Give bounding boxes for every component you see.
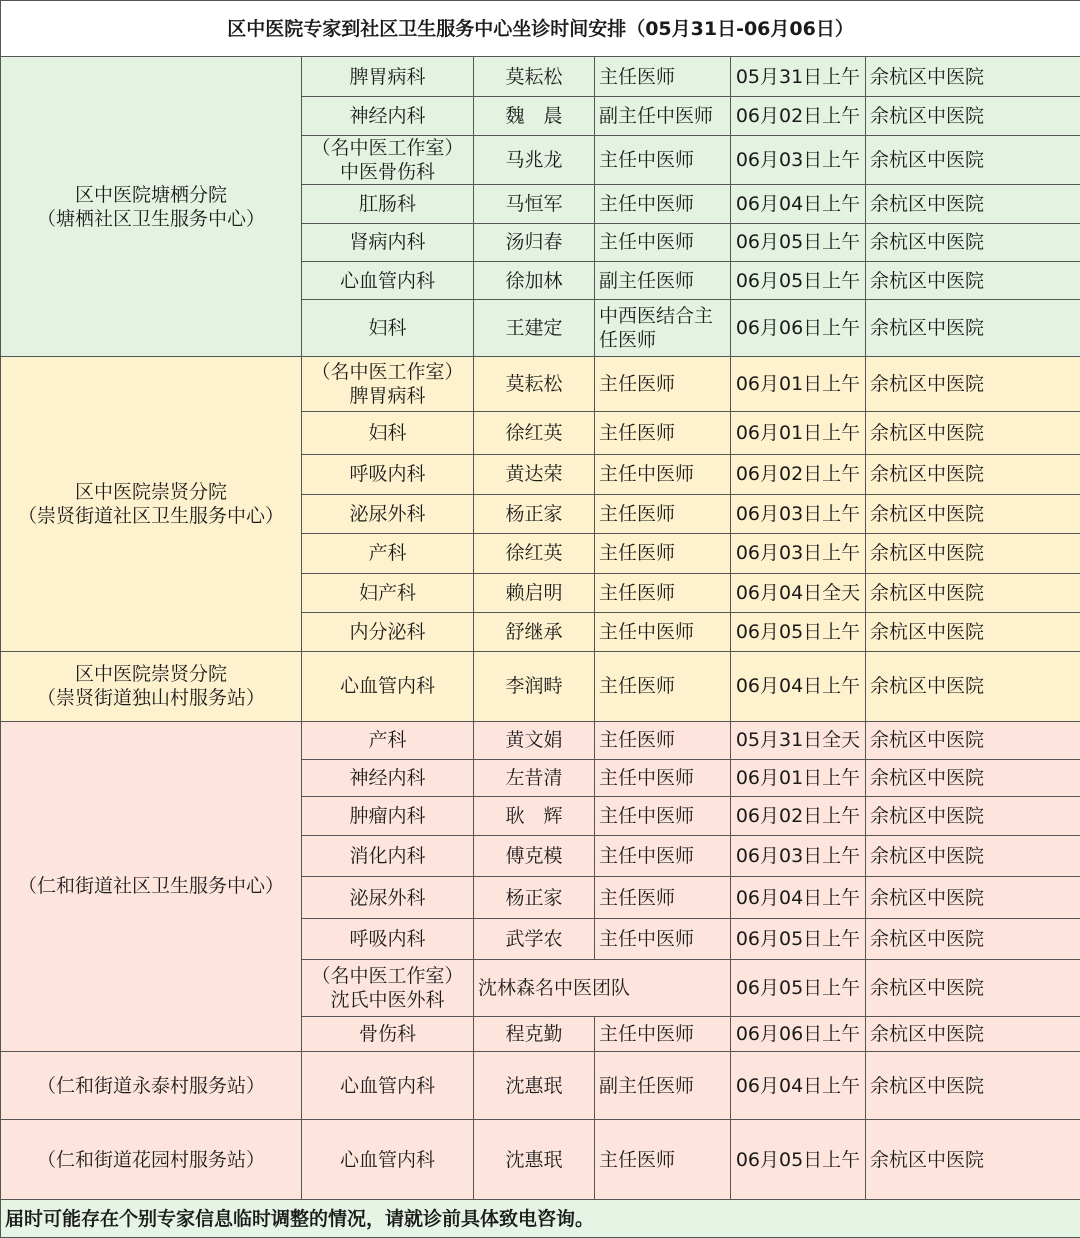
time-cell: 06月04日上午 [731,876,866,918]
hospital-cell: 余杭区中医院 [866,412,1080,454]
department-cell [302,759,474,796]
hospital-cell: 余杭区中医院 [866,876,1080,918]
text-line: （仁和街道花园村服务站） [36,1148,265,1171]
department-cell [302,185,474,223]
doctor-cell: 马恒军 [474,185,595,223]
text-line: 产科 [368,542,407,565]
text-line: 肿瘤内科 [349,804,426,827]
time-cell: 06月05日上午 [731,959,866,1016]
department-cell [302,136,474,185]
time-cell: 06月05日上午 [731,919,866,959]
department-cell [302,534,474,573]
doctor-cell: 沈惠珉 [474,1119,595,1200]
hospital-cell: 余杭区中医院 [866,356,1080,411]
hospital-cell: 余杭区中医院 [866,136,1080,185]
doctor-cell: 王建定 [474,300,595,356]
title-cell: 主任中医师 [595,454,731,494]
page-title: 区中医院专家到社区卫生服务中心坐诊时间安排（05月31日-06月06日） [1,1,1080,57]
doctor-cell: 沈惠珉 [474,1052,595,1120]
department-cell [302,1017,474,1052]
table-row [1,57,1080,96]
hospital-cell: 余杭区中医院 [866,1017,1080,1052]
time-cell: 06月04日上午 [731,652,866,722]
department-cell [302,959,474,1016]
text-line: 产科 [368,729,407,752]
doctor-cell: 黄达荣 [474,454,595,494]
department-cell [302,262,474,300]
doctor-cell: 傅克模 [474,835,595,876]
department-cell [302,494,474,533]
department-cell [302,876,474,918]
location-cell [1,356,302,651]
hospital-cell: 余杭区中医院 [866,652,1080,722]
text-line: 肛肠科 [358,193,416,216]
location-cell [1,721,302,1052]
location-cell [1,1052,302,1120]
department-cell [302,612,474,651]
hospital-cell: 余杭区中医院 [866,96,1080,135]
footer-note: 届时可能存在个别专家信息临时调整的情况，请就诊前具体致电咨询。 [1,1200,1080,1238]
text-line: （名中医工作室） [311,137,464,160]
doctor-cell: 徐加林 [474,262,595,300]
location-cell [1,1119,302,1200]
hospital-cell: 余杭区中医院 [866,1119,1080,1200]
time-cell: 06月04日全天 [731,573,866,612]
time-cell: 06月04日上午 [731,185,866,223]
department-cell [302,57,474,96]
title-cell: 副主任中医师 [595,96,731,135]
title-cell: 主任医师 [595,356,731,411]
hospital-cell: 余杭区中医院 [866,1052,1080,1120]
doctor-cell: 魏 晨 [474,96,595,135]
title-cell: 主任医师 [595,573,731,612]
hospital-cell: 余杭区中医院 [866,223,1080,261]
hospital-cell: 余杭区中医院 [866,57,1080,96]
table-row [1,652,1080,722]
text-line: （名中医工作室） [311,964,464,987]
department-cell [302,721,474,759]
doctor-cell: 杨正家 [474,494,595,533]
hospital-cell: 余杭区中医院 [866,300,1080,356]
text-line: 脾胃病科 [349,385,426,408]
hospital-cell: 余杭区中医院 [866,494,1080,533]
text-line: 神经内科 [349,104,426,127]
doctor-cell: 黄文娟 [474,721,595,759]
hospital-cell: 余杭区中医院 [866,534,1080,573]
doctor-cell: 左昔清 [474,759,595,796]
time-cell: 06月01日上午 [731,412,866,454]
title-cell: 主任医师 [595,412,731,454]
doctor-cell: 莫耘松 [474,356,595,411]
time-cell: 06月02日上午 [731,454,866,494]
department-cell [302,1119,474,1200]
title-cell: 主任医师 [595,534,731,573]
text-line: 区中医院崇贤分院 [74,480,227,503]
department-cell [302,652,474,722]
department-cell [302,300,474,356]
team-cell: 沈林森名中医团队 [474,959,731,1016]
doctor-cell: 莫耘松 [474,57,595,96]
department-cell [302,919,474,959]
time-cell: 06月02日上午 [731,797,866,835]
text-line: 内分泌科 [349,620,426,643]
time-cell: 06月02日上午 [731,96,866,135]
title-cell: 主任医师 [595,1119,731,1200]
department-cell [302,797,474,835]
doctor-cell: 马兆龙 [474,136,595,185]
title-cell: 中西医结合主任医师 [595,300,731,356]
time-cell: 06月05日上午 [731,223,866,261]
table-row [1,1052,1080,1120]
department-cell [302,573,474,612]
text-line: （塘栖社区卫生服务中心） [36,207,265,230]
table-row [1,721,1080,759]
title-cell: 主任中医师 [595,185,731,223]
hospital-cell: 余杭区中医院 [866,573,1080,612]
text-line: （名中医工作室） [311,361,464,384]
location-cell [1,652,302,722]
doctor-cell: 耿 辉 [474,797,595,835]
text-line: 泌尿外科 [349,503,426,526]
doctor-cell: 赖启明 [474,573,595,612]
text-line: 妇产科 [358,581,416,604]
title-cell: 副主任医师 [595,1052,731,1120]
text-line: 区中医院崇贤分院 [74,663,227,686]
text-line: 呼吸内科 [349,927,426,950]
time-cell: 06月06日上午 [731,300,866,356]
department-cell [302,835,474,876]
department-cell [302,454,474,494]
doctor-cell: 徐红英 [474,534,595,573]
time-cell: 06月04日上午 [731,1052,866,1120]
department-cell [302,356,474,411]
text-line: 心血管内科 [339,1148,435,1171]
text-line: 泌尿外科 [349,886,426,909]
hospital-cell: 余杭区中医院 [866,759,1080,796]
time-cell: 06月01日上午 [731,759,866,796]
doctor-cell: 李润畤 [474,652,595,722]
doctor-cell: 徐红英 [474,412,595,454]
title-cell: 主任中医师 [595,1017,731,1052]
text-line: （仁和街道永泰村服务站） [36,1074,265,1097]
table-row [1,1119,1080,1200]
time-cell: 06月05日上午 [731,262,866,300]
time-cell: 05月31日全天 [731,721,866,759]
title-cell: 主任医师 [595,494,731,533]
text-line: 肾病内科 [349,231,426,254]
hospital-cell: 余杭区中医院 [866,797,1080,835]
text-line: 区中医院塘栖分院 [74,183,227,206]
time-cell: 05月31日上午 [731,57,866,96]
department-cell [302,223,474,261]
text-line: 心血管内科 [339,1074,435,1097]
title-cell: 主任医师 [595,721,731,759]
hospital-cell: 余杭区中医院 [866,835,1080,876]
title-cell: 主任中医师 [595,919,731,959]
time-cell: 06月03日上午 [731,534,866,573]
hospital-cell: 余杭区中医院 [866,721,1080,759]
table-row [1,356,1080,411]
hospital-cell: 余杭区中医院 [866,919,1080,959]
doctor-cell: 武学农 [474,919,595,959]
text-line: 心血管内科 [339,675,435,698]
location-cell [1,57,302,356]
time-cell: 06月06日上午 [731,1017,866,1052]
time-cell: 06月03日上午 [731,835,866,876]
title-cell: 主任医师 [595,652,731,722]
doctor-cell: 程克勤 [474,1017,595,1052]
text-line: 骨伤科 [358,1023,416,1046]
text-line: 中医骨伤科 [339,161,435,184]
title-cell: 主任中医师 [595,612,731,651]
text-line: 心血管内科 [339,269,435,292]
text-line: 神经内科 [349,767,426,790]
time-cell: 06月05日上午 [731,612,866,651]
time-cell: 06月03日上午 [731,136,866,185]
title-cell: 主任中医师 [595,223,731,261]
doctor-cell: 汤归春 [474,223,595,261]
hospital-cell: 余杭区中医院 [866,454,1080,494]
doctor-cell: 杨正家 [474,876,595,918]
text-line: 妇科 [368,317,407,340]
department-cell [302,1052,474,1120]
text-line: 呼吸内科 [349,463,426,486]
hospital-cell: 余杭区中医院 [866,262,1080,300]
title-cell: 主任医师 [595,876,731,918]
text-line: 沈氏中医外科 [330,988,445,1011]
time-cell: 06月03日上午 [731,494,866,533]
hospital-cell: 余杭区中医院 [866,185,1080,223]
title-cell: 主任中医师 [595,835,731,876]
text-line: 消化内科 [349,844,426,867]
hospital-cell: 余杭区中医院 [866,959,1080,1016]
title-cell: 主任中医师 [595,136,731,185]
department-cell [302,412,474,454]
text-line: 脾胃病科 [349,65,426,88]
time-cell: 06月01日上午 [731,356,866,411]
text-line: （崇贤街道独山村服务站） [36,687,265,710]
title-cell: 主任医师 [595,57,731,96]
text-line: 妇科 [368,421,407,444]
time-cell: 06月05日上午 [731,1119,866,1200]
title-cell: 主任中医师 [595,797,731,835]
text-line: （崇贤街道社区卫生服务中心） [17,504,284,527]
doctor-cell: 舒继承 [474,612,595,651]
text-line: （仁和街道社区卫生服务中心） [17,875,284,898]
department-cell [302,96,474,135]
footer-row [1,1200,1080,1238]
hospital-cell: 余杭区中医院 [866,612,1080,651]
title-cell: 主任中医师 [595,759,731,796]
title-cell: 副主任医师 [595,262,731,300]
